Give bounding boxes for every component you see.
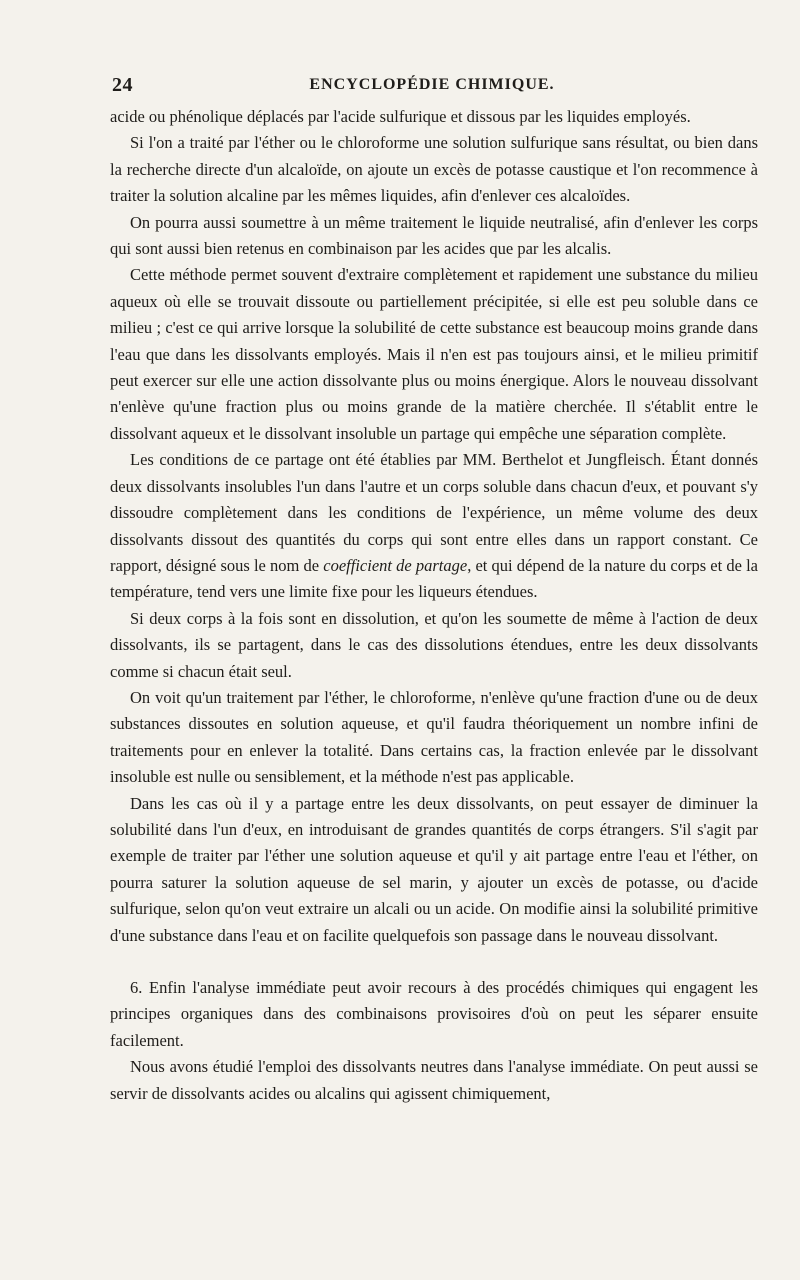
running-title: ENCYCLOPÉDIE CHIMIQUE. [309,76,555,93]
paragraph: On voit qu'un traitement par l'éther, le chloroforme, n'enlève qu'une fraction d'une ou de deux substances dissoutes en solution aqueuse, et qu'il faudra théoriquement un nombre infini de traitements pour en enlever la totalité. Dans certains cas, la fraction enlevée par le dissolvant insoluble est nulle ou sensiblement, et la méthode n'est pas applicable. [110,687,758,787]
italic-term: coefficient de partage [323,555,468,575]
page-number: 24 [112,74,133,96]
section-paragraph: 6. Enfin l'analyse immédiate peut avoir recours à des procédés chimiques qui engagent les principes organiques dans des combinaisons provisoires d'où on peut les séparer ensuite facilement. [110,978,758,1050]
paragraph: On pourra aussi soumettre à un même traitement le liquide neutralisé, afin d'enlever les corps qui sont aussi bien retenus en combinaison par les acides que par les alcalis. [110,212,758,259]
paragraph: Si l'on a traité par l'éther ou le chloroforme une solution sulfurique sans résultat, ou bien dans la recherche directe d'un alcaloïde, on ajoute un excès de potasse caustique et l'on recommence à traiter la solution alcaline par les mêmes liquides, afin d'enlever ces alcaloïdes. [110,133,758,206]
paragraph: Dans les cas où il y a partage entre les deux dissolvants, on peut essayer de diminuer la solubilité dans l'un d'eux, en introduisant de grandes quantités de corps étrangers. S'il s'agit par exemple de traiter par l'éther une solution aqueuse et qu'il y ait partage entre l'eau et l'éther, on pourra saturer la solution aqueuse de sel marin, y ajouter un excès de potasse, ou d'acide sulfurique, selon qu'on veut extraire un alcali ou un acide. On modifie ainsi la solubilité primitive d'une substance dans l'eau et on facilite quelquefois son passage dans le nouveau dissolvant. [110,793,758,945]
paragraph: Cette méthode permet souvent d'extraire complètement et rapidement une substance du milieu aqueux où elle se trouvait dissoute ou partiellement précipitée, si elle est peu soluble dans ce milieu ; c'est ce qui arrive lorsque la solubilité de cette substance est beaucoup moins grande dans l'eau que dans les dissolvants employés. Mais il n'en est pas toujours ainsi, et le milieu primitif peut exercer sur elle une action dissolvante plus ou moins énergique. Alors le nouveau dissolvant n'enlève qu'une fraction plus ou moins grande de la matière cherchée. Il s'établit entre le dissolvant aqueux et le dissolvant insoluble un partage qui empêche une séparation complète. [110,265,758,443]
page-header [112,74,752,100]
paragraph [110,447,758,605]
paragraph: Si deux corps à la fois sont en dissolution, et qu'on les soumette de même à l'action de deux dissolvants, ils se partagent, dans le cas des dissolutions étendues, entre les deux dissolvants comme si chacun était seul. [110,608,758,681]
paragraph: Nous avons étudié l'emploi des dissolvants neutres dans l'analyse immédiate. On peut aussi se servir de dissolvants acides ou alcalins qui agissent chimiquement, [110,1057,758,1103]
body-text [110,104,758,1107]
paragraph-text: , et qui dépend de la nature du corps et de la température, tend vers une limite fixe pour les liqueurs étendues. [110,555,758,602]
paragraph-text: Les conditions de ce partage ont été établies par MM. Berthelot et Jungfleisch. Étant donnés deux dissolvants insolubles l'un dans l'autre et un corps soluble dans chacun d'eux, et pouvant s'y dissoudre complètement dans les conditions de l'expérience, un même volume des deux dissolvants dissout des quantités du corps qui sont entre elles dans un rapport constant. Ce rapport, désigné sous le nom de [110,450,758,575]
paragraph: acide ou phénolique déplacés par l'acide sulfurique et dissous par les liquides employés. [110,107,691,126]
